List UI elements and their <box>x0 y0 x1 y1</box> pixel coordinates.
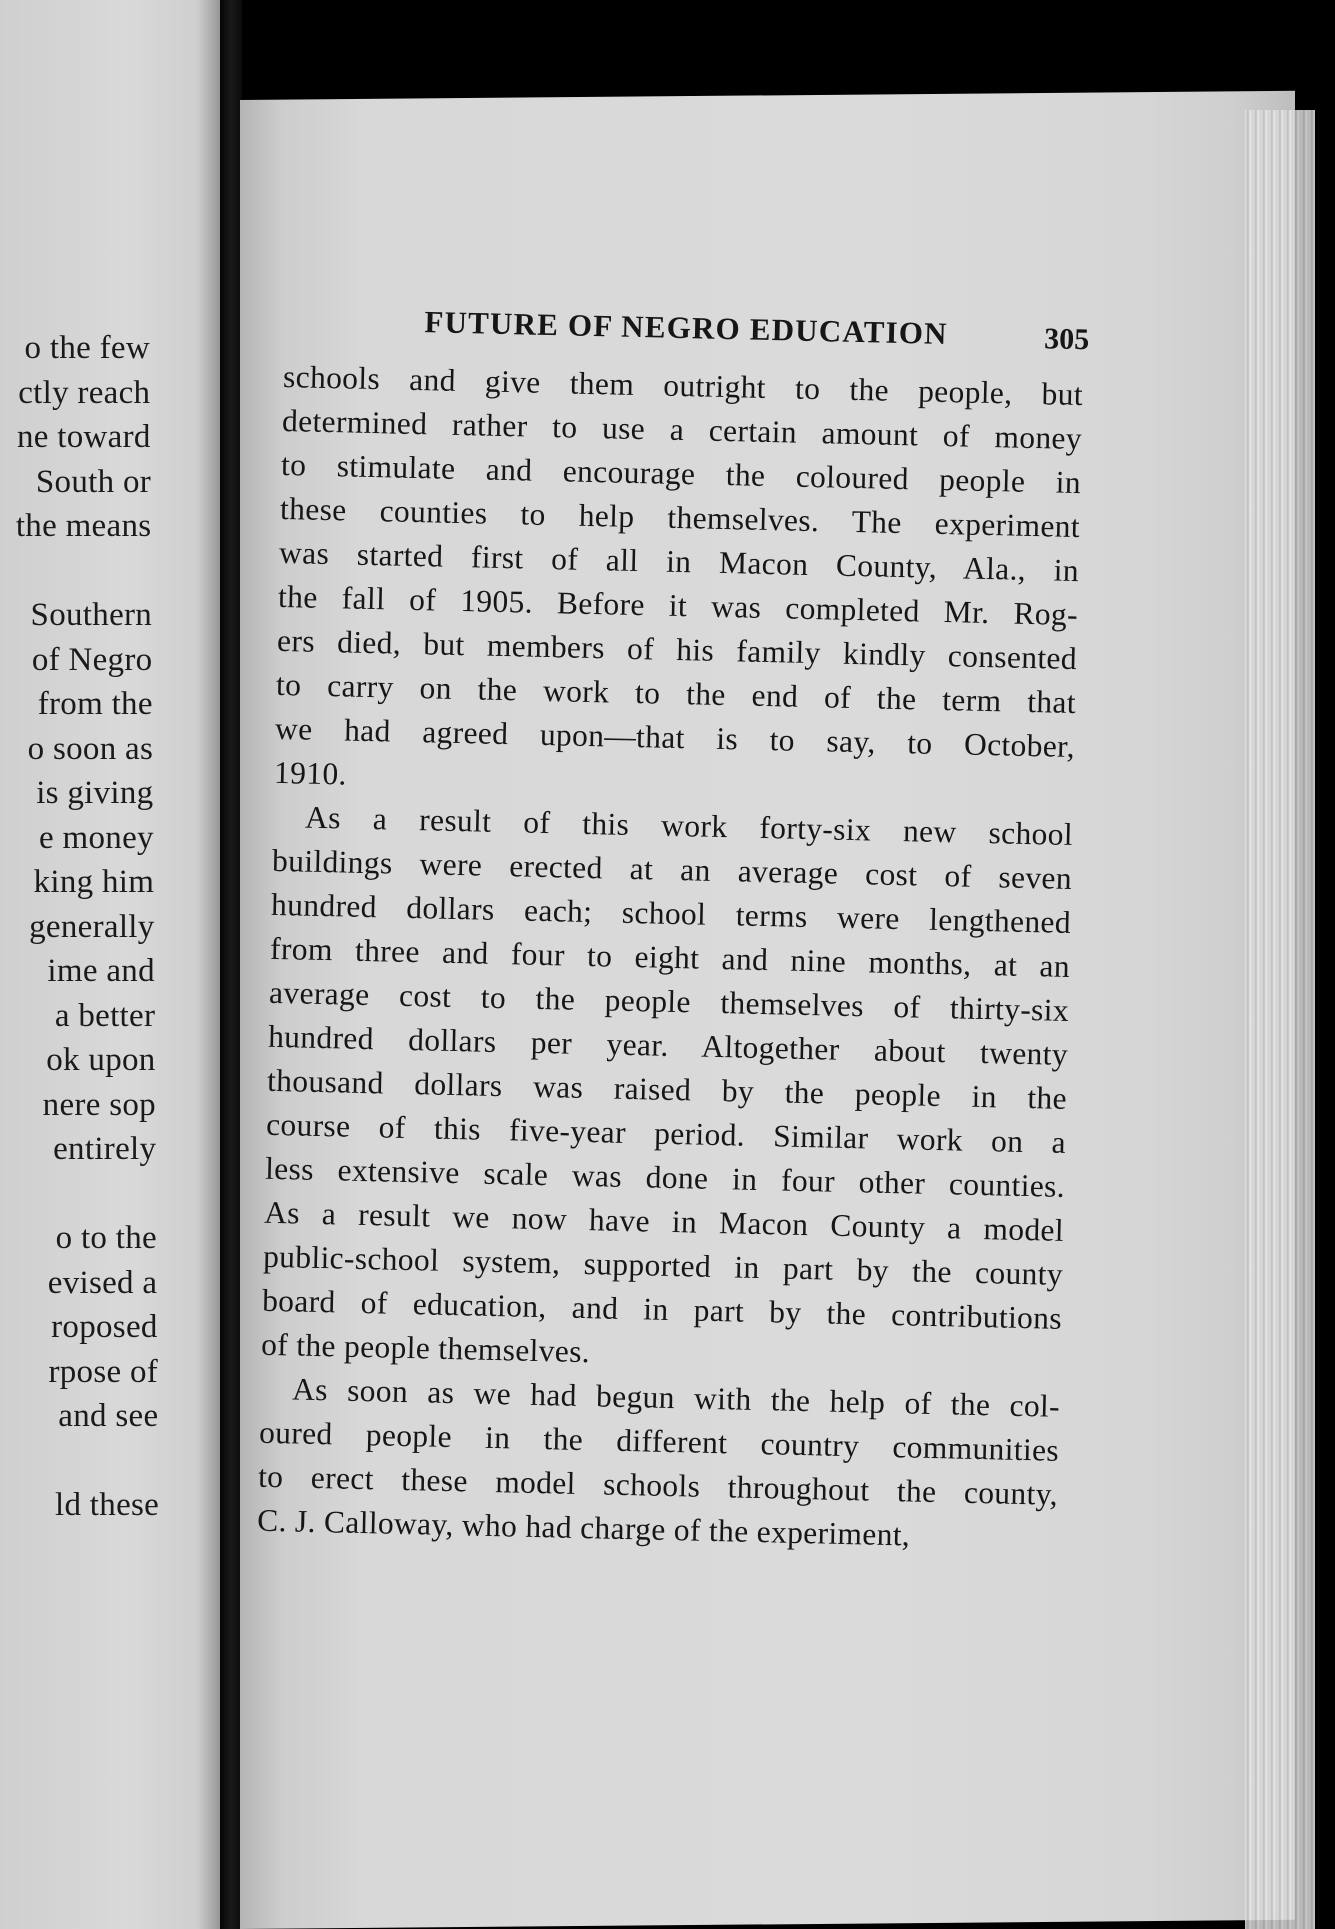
text-line: As soon as we had begun with the help of the col- <box>291 1371 1061 1424</box>
text-line: was started first of all in Macon County, Ala., in <box>278 534 1080 589</box>
left-page-line: a better <box>54 997 156 1034</box>
left-page-line: o to the <box>55 1220 157 1256</box>
left-page-line: o the few <box>24 330 150 366</box>
text-line: hundred dollars per year. Altogether about twenty <box>267 1018 1069 1072</box>
body-text <box>257 355 1084 1561</box>
book-gutter <box>220 0 242 1929</box>
left-page-line: ime and <box>47 953 155 989</box>
left-page-line: ld these <box>54 1487 160 1523</box>
text-line: these counties to help themselves. The experiment <box>279 490 1081 545</box>
text-line: course of this five-year period. Similar work on a <box>265 1106 1067 1160</box>
left-page-fragment <box>0 0 232 1929</box>
left-page-line: from the <box>37 686 153 722</box>
paragraph <box>274 355 1084 813</box>
left-page-line: Southern <box>30 597 153 633</box>
left-page-line: ne toward <box>16 419 151 455</box>
text-line: of the people themselves. <box>260 1326 591 1370</box>
text-line: hundred dollars each; school terms were lengthened <box>270 886 1072 940</box>
left-page-line: is giving <box>36 775 154 811</box>
left-page-line: the means <box>15 508 152 544</box>
running-title: FUTURE OF NEGRO EDUCATION <box>424 304 949 352</box>
text-line: As a result of this work forty-six new school <box>304 799 1074 853</box>
left-page-line: ok upon <box>46 1042 156 1078</box>
left-page-line: entirely <box>53 1131 157 1167</box>
left-page-line: ctly reach <box>18 374 151 411</box>
text-line: to erect these model schools throughout the county, <box>257 1458 1059 1512</box>
left-page-line: nere sop <box>42 1086 156 1123</box>
text-line: As a result we now have in Macon County a model <box>263 1194 1065 1248</box>
text-line: thousand dollars was raised by the people in the <box>266 1062 1068 1116</box>
text-line: to carry on the work to the end of the term that <box>275 666 1077 721</box>
text-line: board of education, and in part by the contributions <box>261 1282 1063 1336</box>
text-line: public-school system, supported in part by the county <box>262 1238 1064 1292</box>
left-page-line: rpose of <box>48 1353 159 1390</box>
text-line: buildings were erected at an average cost of seven <box>271 842 1073 896</box>
text-line: oured people in the different country communities <box>258 1414 1060 1468</box>
paragraph <box>257 1367 1061 1561</box>
right-page <box>256 295 1090 1561</box>
left-page-line: South or <box>35 463 152 500</box>
text-line: determined rather to use a certain amount of money <box>281 402 1083 457</box>
text-line: schools and give them outright to the people, but <box>282 358 1084 413</box>
text-line: ers died, but members of his family kindly consented <box>276 622 1078 677</box>
text-line: from three and four to eight and nine months, at an <box>269 930 1071 984</box>
left-page-line: roposed <box>51 1309 158 1345</box>
page-edge-stack <box>1245 110 1315 1929</box>
text-line: we had agreed upon—that is to say, to October, <box>274 710 1076 765</box>
text-line: less extensive scale was done in four other counties. <box>264 1150 1066 1204</box>
text-line: average cost to the people themselves of thirty-six <box>268 974 1070 1028</box>
text-line: 1910. <box>273 754 348 792</box>
text-line: C. J. Calloway, who had charge of the experiment, <box>256 1502 911 1553</box>
left-page-line: king him <box>33 864 155 900</box>
left-page-line: o soon as <box>27 730 154 767</box>
paragraph <box>261 795 1074 1385</box>
left-page-line: of Negro <box>31 641 153 678</box>
left-page-line: evised a <box>47 1264 158 1301</box>
text-line: to stimulate and encourage the coloured people in <box>280 446 1082 501</box>
page-number: 305 <box>1043 322 1090 357</box>
left-page-line: e money <box>39 819 154 856</box>
text-line: the fall of 1905. Before it was completed Mr. Rog- <box>277 578 1079 633</box>
left-page-line: and see <box>58 1398 159 1434</box>
left-page-line: generally <box>29 908 155 945</box>
